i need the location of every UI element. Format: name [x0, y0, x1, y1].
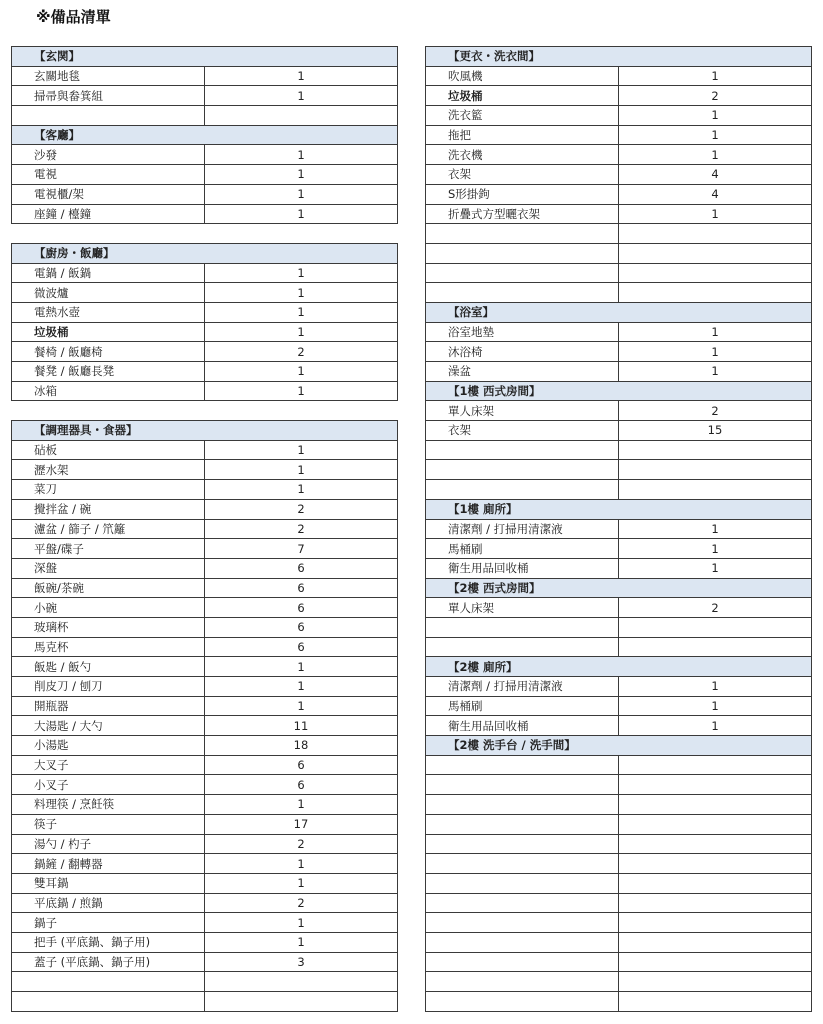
- empty-cell: [12, 106, 205, 126]
- item-quantity: 1: [205, 932, 398, 952]
- item-quantity: 2: [619, 401, 812, 421]
- section-header-row: [12, 421, 398, 441]
- table-row: [12, 893, 398, 913]
- empty-cell: [426, 834, 619, 854]
- item-quantity: 1: [619, 716, 812, 736]
- item-name: 玄關地毯: [12, 66, 205, 86]
- right-inventory-table: [425, 46, 812, 1012]
- item-quantity: 1: [205, 873, 398, 893]
- item-name: 衣架: [426, 165, 619, 185]
- empty-row: [426, 795, 812, 815]
- left-inventory-column: [11, 46, 398, 1012]
- item-name: 湯勺 / 杓子: [12, 834, 205, 854]
- item-quantity: 1: [619, 106, 812, 126]
- empty-cell: [619, 480, 812, 500]
- table-row: [12, 755, 398, 775]
- table-row: [12, 499, 398, 519]
- item-name: 鍋鏟 / 翻轉器: [12, 854, 205, 874]
- empty-cell: [619, 243, 812, 263]
- empty-cell: [426, 913, 619, 933]
- empty-cell: [12, 972, 205, 992]
- item-quantity: 15: [619, 421, 812, 441]
- item-name: 電鍋 / 飯鍋: [12, 263, 205, 283]
- empty-cell: [205, 972, 398, 992]
- item-quantity: 1: [205, 263, 398, 283]
- empty-cell: [426, 283, 619, 303]
- item-quantity: 1: [205, 854, 398, 874]
- empty-row: [426, 814, 812, 834]
- table-row: [12, 381, 398, 401]
- item-quantity: 1: [205, 165, 398, 185]
- item-quantity: 3: [205, 952, 398, 972]
- item-name: 衛生用品回收桶: [426, 716, 619, 736]
- empty-cell: [619, 972, 812, 992]
- table-row: [426, 86, 812, 106]
- table-row: [426, 558, 812, 578]
- empty-cell: [426, 952, 619, 972]
- empty-cell: [426, 775, 619, 795]
- empty-row: [426, 775, 812, 795]
- table-row: [12, 460, 398, 480]
- section-header: 【2樓 廁所】: [426, 657, 812, 677]
- section-header: 【浴室】: [426, 302, 812, 322]
- empty-row: [426, 243, 812, 263]
- table-row: [12, 716, 398, 736]
- empty-cell: [619, 263, 812, 283]
- item-name: 開瓶器: [12, 696, 205, 716]
- empty-cell: [426, 992, 619, 1012]
- empty-cell: [426, 795, 619, 815]
- empty-cell: [619, 992, 812, 1012]
- table-row: [12, 165, 398, 185]
- empty-row: [426, 854, 812, 874]
- empty-cell: [619, 637, 812, 657]
- item-quantity: 4: [619, 184, 812, 204]
- item-name: 玻璃杯: [12, 617, 205, 637]
- item-name: 深盤: [12, 558, 205, 578]
- item-name: 清潔劑 / 打掃用清潔液: [426, 677, 619, 697]
- empty-row: [426, 952, 812, 972]
- table-row: [426, 66, 812, 86]
- empty-cell: [426, 932, 619, 952]
- item-quantity: 1: [205, 86, 398, 106]
- item-quantity: 1: [205, 440, 398, 460]
- empty-cell: [619, 283, 812, 303]
- item-quantity: 1: [205, 362, 398, 382]
- table-row: [12, 834, 398, 854]
- empty-cell: [12, 992, 205, 1012]
- item-quantity: 4: [619, 165, 812, 185]
- empty-cell: [426, 854, 619, 874]
- item-quantity: 1: [205, 913, 398, 933]
- item-name: 清潔劑 / 打掃用清潔液: [426, 519, 619, 539]
- table-row: [426, 716, 812, 736]
- table-row: [12, 558, 398, 578]
- item-quantity: 11: [205, 716, 398, 736]
- empty-row: [426, 480, 812, 500]
- empty-cell: [426, 263, 619, 283]
- section-header: 【客廳】: [12, 125, 398, 145]
- table-row: [426, 145, 812, 165]
- empty-cell: [619, 795, 812, 815]
- table-row: [426, 165, 812, 185]
- empty-cell: [426, 755, 619, 775]
- empty-cell: [619, 224, 812, 244]
- item-name: 飯碗/茶碗: [12, 578, 205, 598]
- table-row: [12, 795, 398, 815]
- empty-cell: [205, 401, 398, 421]
- empty-cell: [426, 873, 619, 893]
- table-row: [426, 204, 812, 224]
- item-quantity: 2: [205, 834, 398, 854]
- empty-cell: [426, 460, 619, 480]
- item-name: 小湯匙: [12, 736, 205, 756]
- empty-row: [426, 893, 812, 913]
- item-quantity: 1: [205, 460, 398, 480]
- item-quantity: 1: [205, 66, 398, 86]
- item-name: 衣架: [426, 421, 619, 441]
- empty-cell: [619, 913, 812, 933]
- empty-cell: [205, 106, 398, 126]
- item-name: 小碗: [12, 598, 205, 618]
- empty-cell: [12, 401, 205, 421]
- item-quantity: 1: [205, 657, 398, 677]
- empty-row: [426, 834, 812, 854]
- item-quantity: 2: [205, 519, 398, 539]
- empty-cell: [426, 480, 619, 500]
- item-quantity: 1: [205, 283, 398, 303]
- empty-row: [12, 972, 398, 992]
- item-name: 筷子: [12, 814, 205, 834]
- empty-cell: [619, 893, 812, 913]
- item-quantity: 6: [205, 558, 398, 578]
- item-quantity: 6: [205, 775, 398, 795]
- empty-row: [426, 617, 812, 637]
- empty-cell: [426, 814, 619, 834]
- item-quantity: 2: [205, 342, 398, 362]
- section-header-row: [426, 657, 812, 677]
- right-inventory-column: [425, 46, 812, 1012]
- table-row: [426, 598, 812, 618]
- table-row: [426, 362, 812, 382]
- section-header: 【2樓 西式房間】: [426, 578, 812, 598]
- table-row: [12, 519, 398, 539]
- table-row: [12, 539, 398, 559]
- table-row: [12, 598, 398, 618]
- empty-cell: [426, 440, 619, 460]
- empty-cell: [619, 952, 812, 972]
- table-row: [426, 401, 812, 421]
- item-quantity: 1: [205, 480, 398, 500]
- section-header-row: [426, 381, 812, 401]
- item-quantity: 1: [205, 381, 398, 401]
- section-header-row: [426, 736, 812, 756]
- item-name: 砧板: [12, 440, 205, 460]
- empty-cell: [619, 814, 812, 834]
- item-quantity: 1: [205, 302, 398, 322]
- table-row: [12, 440, 398, 460]
- item-quantity: 1: [619, 519, 812, 539]
- item-name: 單人床架: [426, 598, 619, 618]
- table-row: [12, 637, 398, 657]
- empty-row: [12, 992, 398, 1012]
- item-name: 電視: [12, 165, 205, 185]
- item-name: 沐浴椅: [426, 342, 619, 362]
- empty-cell: [619, 834, 812, 854]
- item-name: 洗衣籃: [426, 106, 619, 126]
- table-row: [12, 952, 398, 972]
- item-name: 大湯匙 / 大勺: [12, 716, 205, 736]
- table-row: [12, 263, 398, 283]
- empty-cell: [205, 224, 398, 244]
- empty-cell: [205, 992, 398, 1012]
- item-name: 沙發: [12, 145, 205, 165]
- empty-cell: [426, 637, 619, 657]
- table-row: [426, 519, 812, 539]
- table-row: [426, 421, 812, 441]
- empty-row: [426, 440, 812, 460]
- item-quantity: 6: [205, 598, 398, 618]
- empty-cell: [426, 243, 619, 263]
- table-row: [12, 145, 398, 165]
- item-name: S形掛鉤: [426, 184, 619, 204]
- item-name: 餐椅 / 飯廳椅: [12, 342, 205, 362]
- table-row: [12, 302, 398, 322]
- item-name: 拖把: [426, 125, 619, 145]
- empty-row: [426, 224, 812, 244]
- empty-row: [426, 913, 812, 933]
- empty-cell: [619, 755, 812, 775]
- table-row: [12, 854, 398, 874]
- item-quantity: 1: [619, 322, 812, 342]
- item-name: 平盤/碟子: [12, 539, 205, 559]
- item-name: 平底鍋 / 煎鍋: [12, 893, 205, 913]
- section-header-row: [12, 243, 398, 263]
- table-row: [12, 677, 398, 697]
- table-row: [12, 932, 398, 952]
- item-quantity: 1: [619, 677, 812, 697]
- table-row: [12, 696, 398, 716]
- item-name: 餐凳 / 飯廳長凳: [12, 362, 205, 382]
- section-header-row: [426, 578, 812, 598]
- item-quantity: 17: [205, 814, 398, 834]
- section-header-row: [12, 47, 398, 67]
- item-quantity: 6: [205, 637, 398, 657]
- item-quantity: 6: [205, 578, 398, 598]
- table-row: [12, 342, 398, 362]
- item-quantity: 1: [205, 677, 398, 697]
- section-header: 【玄関】: [12, 47, 398, 67]
- table-row: [12, 736, 398, 756]
- item-quantity: 1: [205, 184, 398, 204]
- item-quantity: 1: [619, 696, 812, 716]
- item-quantity: 1: [619, 66, 812, 86]
- item-name: 蓋子 (平底鍋、鍋子用): [12, 952, 205, 972]
- left-inventory-table: [11, 46, 398, 1012]
- empty-row: [426, 637, 812, 657]
- table-row: [426, 539, 812, 559]
- item-name: 垃圾桶: [426, 86, 619, 106]
- item-name: 澡盆: [426, 362, 619, 382]
- empty-cell: [619, 854, 812, 874]
- table-row: [12, 86, 398, 106]
- table-row: [12, 204, 398, 224]
- empty-cell: [619, 932, 812, 952]
- item-name: 瀝水架: [12, 460, 205, 480]
- empty-cell: [619, 460, 812, 480]
- item-name: 濾盆 / 篩子 / 笊籬: [12, 519, 205, 539]
- item-name: 單人床架: [426, 401, 619, 421]
- item-quantity: 1: [619, 125, 812, 145]
- empty-cell: [426, 972, 619, 992]
- table-row: [12, 480, 398, 500]
- item-quantity: 7: [205, 539, 398, 559]
- table-row: [426, 677, 812, 697]
- section-spacer: [12, 224, 398, 244]
- empty-cell: [426, 617, 619, 637]
- item-name: 掃帚與畚箕組: [12, 86, 205, 106]
- table-row: [12, 66, 398, 86]
- item-name: 座鐘 / 檯鐘: [12, 204, 205, 224]
- empty-row: [426, 460, 812, 480]
- item-name: 料理筷 / 烹飪筷: [12, 795, 205, 815]
- item-quantity: 2: [619, 86, 812, 106]
- empty-cell: [619, 775, 812, 795]
- empty-row: [426, 972, 812, 992]
- table-row: [12, 283, 398, 303]
- section-header-row: [426, 302, 812, 322]
- empty-cell: [619, 617, 812, 637]
- item-name: 小叉子: [12, 775, 205, 795]
- item-name: 把手 (平底鍋、鍋子用): [12, 932, 205, 952]
- item-name: 馬桶刷: [426, 696, 619, 716]
- section-header: 【1樓 西式房間】: [426, 381, 812, 401]
- table-row: [12, 184, 398, 204]
- item-name: 菜刀: [12, 480, 205, 500]
- item-quantity: 2: [205, 499, 398, 519]
- item-name: 折疊式方型曬衣架: [426, 204, 619, 224]
- section-header: 【廚房・飯廳】: [12, 243, 398, 263]
- item-quantity: 1: [619, 145, 812, 165]
- section-header-row: [426, 47, 812, 67]
- empty-row: [12, 106, 398, 126]
- table-row: [12, 578, 398, 598]
- empty-row: [426, 992, 812, 1012]
- empty-cell: [426, 893, 619, 913]
- item-quantity: 1: [205, 322, 398, 342]
- item-quantity: 1: [205, 795, 398, 815]
- table-row: [426, 125, 812, 145]
- item-name: 垃圾桶: [12, 322, 205, 342]
- table-row: [12, 362, 398, 382]
- item-name: 微波爐: [12, 283, 205, 303]
- item-quantity: 6: [205, 755, 398, 775]
- item-name: 雙耳鍋: [12, 873, 205, 893]
- item-quantity: 1: [205, 696, 398, 716]
- item-name: 電熱水壺: [12, 302, 205, 322]
- item-name: 吹風機: [426, 66, 619, 86]
- item-name: 馬克杯: [12, 637, 205, 657]
- table-row: [12, 873, 398, 893]
- item-name: 冰箱: [12, 381, 205, 401]
- item-quantity: 1: [619, 539, 812, 559]
- section-header-row: [426, 499, 812, 519]
- empty-row: [426, 283, 812, 303]
- empty-row: [426, 755, 812, 775]
- table-row: [12, 322, 398, 342]
- item-quantity: 1: [619, 342, 812, 362]
- table-row: [12, 913, 398, 933]
- item-name: 鍋子: [12, 913, 205, 933]
- table-row: [426, 106, 812, 126]
- item-quantity: 18: [205, 736, 398, 756]
- table-row: [12, 814, 398, 834]
- table-row: [12, 657, 398, 677]
- item-name: 攪拌盆 / 碗: [12, 499, 205, 519]
- section-header: 【更衣・洗衣間】: [426, 47, 812, 67]
- item-name: 浴室地墊: [426, 322, 619, 342]
- item-quantity: 6: [205, 617, 398, 637]
- table-row: [426, 322, 812, 342]
- section-header: 【調理器具・食器】: [12, 421, 398, 441]
- item-name: 衛生用品回收桶: [426, 558, 619, 578]
- table-row: [426, 342, 812, 362]
- table-row: [426, 696, 812, 716]
- item-quantity: 1: [619, 362, 812, 382]
- section-spacer: [12, 401, 398, 421]
- empty-row: [426, 932, 812, 952]
- item-quantity: 1: [205, 204, 398, 224]
- item-name: 飯匙 / 飯勺: [12, 657, 205, 677]
- page-title: ※備品清單: [36, 8, 111, 26]
- section-header: 【2樓 洗手台 / 洗手間】: [426, 736, 812, 756]
- table-row: [12, 617, 398, 637]
- empty-cell: [12, 224, 205, 244]
- section-header-row: [12, 125, 398, 145]
- empty-cell: [619, 440, 812, 460]
- item-quantity: 1: [619, 558, 812, 578]
- item-name: 大叉子: [12, 755, 205, 775]
- empty-row: [426, 263, 812, 283]
- table-row: [426, 184, 812, 204]
- item-name: 電視櫃/架: [12, 184, 205, 204]
- item-quantity: 1: [619, 204, 812, 224]
- empty-cell: [619, 873, 812, 893]
- empty-cell: [426, 224, 619, 244]
- empty-row: [426, 873, 812, 893]
- item-quantity: 2: [619, 598, 812, 618]
- section-header: 【1樓 廁所】: [426, 499, 812, 519]
- item-quantity: 1: [205, 145, 398, 165]
- item-name: 馬桶刷: [426, 539, 619, 559]
- item-quantity: 2: [205, 893, 398, 913]
- item-name: 削皮刀 / 刨刀: [12, 677, 205, 697]
- item-name: 洗衣機: [426, 145, 619, 165]
- table-row: [12, 775, 398, 795]
